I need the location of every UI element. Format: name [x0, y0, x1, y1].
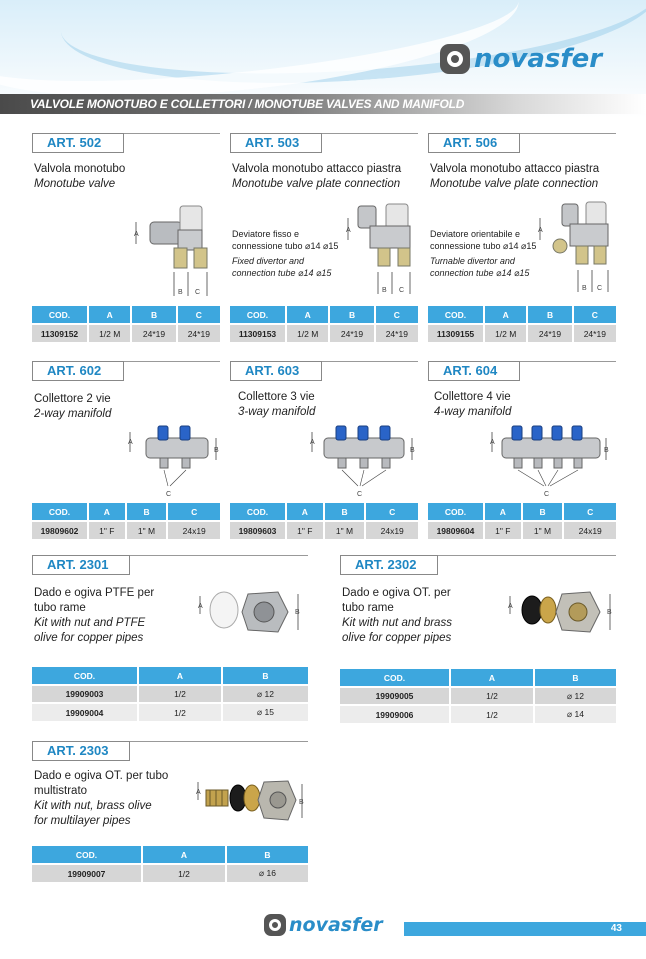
- cell: ⌀ 16: [226, 864, 308, 882]
- art-506-dim-a: A: [538, 227, 543, 234]
- table-row: [428, 324, 616, 342]
- art-602-dim-b: B: [214, 447, 219, 454]
- art-502-description: [34, 162, 214, 192]
- col-header: A: [88, 503, 126, 521]
- art-506-note-en-1: Turnable divertor and: [430, 256, 515, 266]
- cell: 1" F: [484, 521, 522, 539]
- art-503-note-en-1: Fixed divertor and: [232, 256, 305, 266]
- page-header: [0, 0, 646, 118]
- cell-code: 19909003: [32, 685, 138, 703]
- cell: 1/2 M: [286, 324, 329, 342]
- art-603-table: [230, 503, 418, 539]
- cell: 1/2 M: [88, 324, 131, 342]
- col-header: C: [365, 503, 418, 521]
- art-2302-desc-it-2: tubo rame: [342, 602, 394, 614]
- art-506-desc-it: Valvola monotubo attacco piastra: [430, 163, 600, 175]
- col-header: B: [131, 306, 176, 324]
- art-506-desc-en: Monotube valve plate connection: [430, 178, 599, 190]
- cell: 1" M: [126, 521, 168, 539]
- cell: 24*19: [375, 324, 418, 342]
- table-row: [230, 324, 418, 342]
- table-row: [32, 703, 308, 721]
- col-header: COD.: [230, 306, 286, 324]
- col-header: B: [534, 669, 616, 687]
- cell: 1/2: [450, 705, 534, 723]
- art-2303-fitting-drawing: [192, 776, 308, 832]
- art-603-description: [238, 390, 418, 420]
- col-header: B: [324, 503, 366, 521]
- footer-bar: [404, 922, 646, 936]
- cell: 24x19: [167, 521, 220, 539]
- art-604-dim-c: C: [544, 491, 550, 498]
- art-506-note-it-2: connessione tubo ⌀14 ⌀15: [430, 241, 537, 251]
- art-2302-desc-en-1: Kit with nut and brass: [342, 617, 452, 629]
- cell: ⌀ 12: [222, 685, 308, 703]
- cell: 1/2 M: [484, 324, 527, 342]
- table-row: [32, 685, 308, 703]
- page-title: VALVOLE MONOTUBO E COLLETTORI / MONOTUBE VALVES AND MANIFOLD: [30, 97, 465, 111]
- col-header: B: [527, 306, 572, 324]
- art-506-description: [430, 162, 620, 192]
- art-503-desc-en: Monotube valve plate connection: [232, 178, 401, 190]
- cell: 24*19: [177, 324, 220, 342]
- col-header: A: [138, 667, 222, 685]
- art-502-desc-en: Monotube valve: [34, 178, 116, 190]
- col-header: COD.: [32, 306, 88, 324]
- col-header: COD.: [32, 846, 142, 864]
- page-number: 43: [610, 923, 622, 934]
- cell: ⌀ 12: [534, 687, 616, 705]
- section-title-bar: [0, 94, 646, 114]
- col-header: C: [375, 306, 418, 324]
- col-header: B: [226, 846, 308, 864]
- cell: 1/2: [450, 687, 534, 705]
- table-row: [428, 521, 616, 539]
- art-603-desc-it: Collettore 3 vie: [238, 391, 315, 403]
- art-2303-rule: [130, 741, 308, 742]
- art-502-dim-b: B: [178, 289, 183, 296]
- art-603-desc-en: 3-way manifold: [238, 406, 316, 418]
- art-503-note-it-2: connessione tubo ⌀14 ⌀15: [232, 241, 339, 251]
- art-602-desc-en: 2-way manifold: [34, 408, 112, 420]
- art-603-dim-b: B: [410, 447, 415, 454]
- art-506-note-it-1: Deviatore orientabile e: [430, 229, 521, 239]
- cell-code: 19909004: [32, 703, 138, 721]
- cell-code: 11309152: [32, 324, 88, 342]
- art-503-valve-drawing: [340, 198, 420, 298]
- col-header: COD.: [340, 669, 450, 687]
- art-506-badge: ART. 506: [428, 133, 520, 153]
- art-506-note: [430, 228, 550, 279]
- art-602-dim-c: C: [166, 491, 172, 498]
- logo-mark-icon: [264, 914, 286, 936]
- cell: 1/2: [138, 703, 222, 721]
- art-604-manifold-drawing: [486, 420, 616, 500]
- art-502-dim-a: A: [134, 231, 139, 238]
- art-2301-dim-b: B: [295, 609, 300, 616]
- art-2302-badge: ART. 2302: [340, 555, 438, 575]
- table-row: [32, 521, 220, 539]
- col-header: C: [573, 306, 616, 324]
- col-header: COD.: [32, 667, 138, 685]
- table-row: [340, 705, 616, 723]
- art-506-dim-c: C: [597, 285, 603, 292]
- art-603-manifold-drawing: [306, 420, 422, 500]
- art-604-rule: [520, 361, 616, 362]
- cell: ⌀ 15: [222, 703, 308, 721]
- art-603-rule: [322, 361, 418, 362]
- art-506-note-en-2: connection tube ⌀14 ⌀15: [430, 268, 530, 278]
- art-603-dim-a: A: [310, 439, 315, 446]
- art-2303-description: [34, 769, 194, 829]
- cell: 24x19: [563, 521, 616, 539]
- col-header: B: [329, 306, 374, 324]
- art-2302-table: [340, 669, 616, 723]
- col-header: B: [522, 503, 564, 521]
- art-604-dim-b: B: [604, 447, 609, 454]
- footer-brand-name: novasfer: [289, 914, 383, 936]
- art-502-valve-drawing: [128, 200, 220, 300]
- art-502-dim-c: C: [195, 289, 201, 296]
- col-header: COD.: [230, 503, 286, 521]
- art-2301-table: [32, 667, 308, 721]
- art-502-rule: [124, 133, 220, 134]
- brand-name: novasfer: [474, 44, 603, 74]
- art-2302-dim-a: A: [508, 603, 513, 610]
- art-2301-desc-en-1: Kit with nut and PTFE: [34, 617, 146, 629]
- art-604-desc-it: Collettore 4 vie: [434, 391, 511, 403]
- art-2301-desc-it-1: Dado e ogiva PTFE per: [34, 587, 155, 599]
- art-502-desc-it: Valvola monotubo: [34, 163, 126, 175]
- col-header: B: [126, 503, 168, 521]
- art-2303-badge: ART. 2303: [32, 741, 130, 761]
- art-2303-dim-a: A: [196, 789, 201, 796]
- cell: 1" M: [324, 521, 366, 539]
- table-row: [32, 864, 308, 882]
- art-503-description: [232, 162, 422, 192]
- col-header: A: [286, 306, 329, 324]
- cell: 24*19: [527, 324, 572, 342]
- cell-code: 19809604: [428, 521, 484, 539]
- art-2301-desc-it-2: tubo rame: [34, 602, 86, 614]
- art-503-note-en-2: connection tube ⌀14 ⌀15: [232, 268, 332, 278]
- art-2302-rule: [438, 555, 616, 556]
- cell: 1" F: [88, 521, 126, 539]
- art-602-manifold-drawing: [124, 420, 224, 500]
- art-2302-desc-en-2: olive for copper pipes: [342, 632, 452, 644]
- art-2302-description: [342, 586, 502, 646]
- col-header: C: [563, 503, 616, 521]
- cell-code: 19909006: [340, 705, 450, 723]
- art-602-dim-a: A: [128, 439, 133, 446]
- art-2303-desc-it-1: Dado e ogiva OT. per tubo: [34, 770, 169, 782]
- cell: 1" F: [286, 521, 324, 539]
- art-602-desc-it: Collettore 2 vie: [34, 393, 111, 405]
- art-506-dim-b: B: [582, 285, 587, 292]
- art-503-dim-b: B: [382, 287, 387, 294]
- art-2301-fitting-drawing: [194, 584, 306, 644]
- art-2303-desc-it-2: multistrato: [34, 785, 88, 797]
- logo-mark-icon: [440, 44, 470, 74]
- cell: 24*19: [131, 324, 176, 342]
- col-header: COD.: [32, 503, 88, 521]
- art-602-table: [32, 503, 220, 539]
- col-header: C: [167, 503, 220, 521]
- art-604-badge: ART. 604: [428, 361, 520, 381]
- cell: 24*19: [329, 324, 374, 342]
- art-604-desc-en: 4-way manifold: [434, 406, 512, 418]
- art-2301-rule: [130, 555, 308, 556]
- col-header: B: [222, 667, 308, 685]
- art-503-desc-it: Valvola monotubo attacco piastra: [232, 163, 402, 175]
- art-2303-table: [32, 846, 308, 882]
- brand-logo: [440, 44, 602, 74]
- footer-logo: [264, 914, 383, 936]
- cell: ⌀ 14: [534, 705, 616, 723]
- art-2303-desc-en-1: Kit with nut, brass olive: [34, 800, 152, 812]
- art-604-dim-a: A: [490, 439, 495, 446]
- art-602-badge: ART. 602: [32, 361, 124, 381]
- col-header: A: [484, 503, 522, 521]
- col-header: A: [88, 306, 131, 324]
- col-header: C: [177, 306, 220, 324]
- table-row: [32, 324, 220, 342]
- art-603-dim-c: C: [357, 491, 363, 498]
- art-2301-description: [34, 586, 204, 646]
- art-602-rule: [124, 361, 220, 362]
- art-602-description: [34, 392, 214, 422]
- art-604-description: [434, 390, 614, 420]
- table-row: [230, 521, 418, 539]
- cell: 1/2: [138, 685, 222, 703]
- cell-code: 11309155: [428, 324, 484, 342]
- art-2302-fitting-drawing: [504, 584, 616, 644]
- art-502-badge: ART. 502: [32, 133, 124, 153]
- cell-code: 19909005: [340, 687, 450, 705]
- art-2303-dim-b: B: [299, 799, 304, 806]
- art-603-badge: ART. 603: [230, 361, 322, 381]
- art-2302-dim-b: B: [607, 609, 612, 616]
- col-header: A: [142, 846, 226, 864]
- art-503-table: [230, 306, 418, 342]
- cell-code: 19909007: [32, 864, 142, 882]
- col-header: COD.: [428, 306, 484, 324]
- art-2301-desc-en-2: olive for copper pipes: [34, 632, 144, 644]
- art-2302-desc-it-1: Dado e ogiva OT. per: [342, 587, 451, 599]
- cell: 1/2: [142, 864, 226, 882]
- art-503-dim-a: A: [346, 227, 351, 234]
- art-604-table: [428, 503, 616, 539]
- art-502-table: [32, 306, 220, 342]
- art-506-valve-drawing: [534, 196, 618, 296]
- col-header: A: [450, 669, 534, 687]
- cell: 24*19: [573, 324, 616, 342]
- art-2301-dim-a: A: [198, 603, 203, 610]
- table-row: [340, 687, 616, 705]
- cell: 1" M: [522, 521, 564, 539]
- art-506-table: [428, 306, 616, 342]
- cell-code: 19809603: [230, 521, 286, 539]
- art-503-badge: ART. 503: [230, 133, 322, 153]
- art-503-dim-c: C: [399, 287, 405, 294]
- art-2301-badge: ART. 2301: [32, 555, 130, 575]
- col-header: A: [484, 306, 527, 324]
- art-503-note-it-1: Deviatore fisso e: [232, 229, 300, 239]
- cell: 24x19: [365, 521, 418, 539]
- art-2303-desc-en-2: for multilayer pipes: [34, 815, 131, 827]
- art-503-rule: [322, 133, 418, 134]
- col-header: COD.: [428, 503, 484, 521]
- cell-code: 19809602: [32, 521, 88, 539]
- cell-code: 11309153: [230, 324, 286, 342]
- art-506-rule: [520, 133, 616, 134]
- col-header: A: [286, 503, 324, 521]
